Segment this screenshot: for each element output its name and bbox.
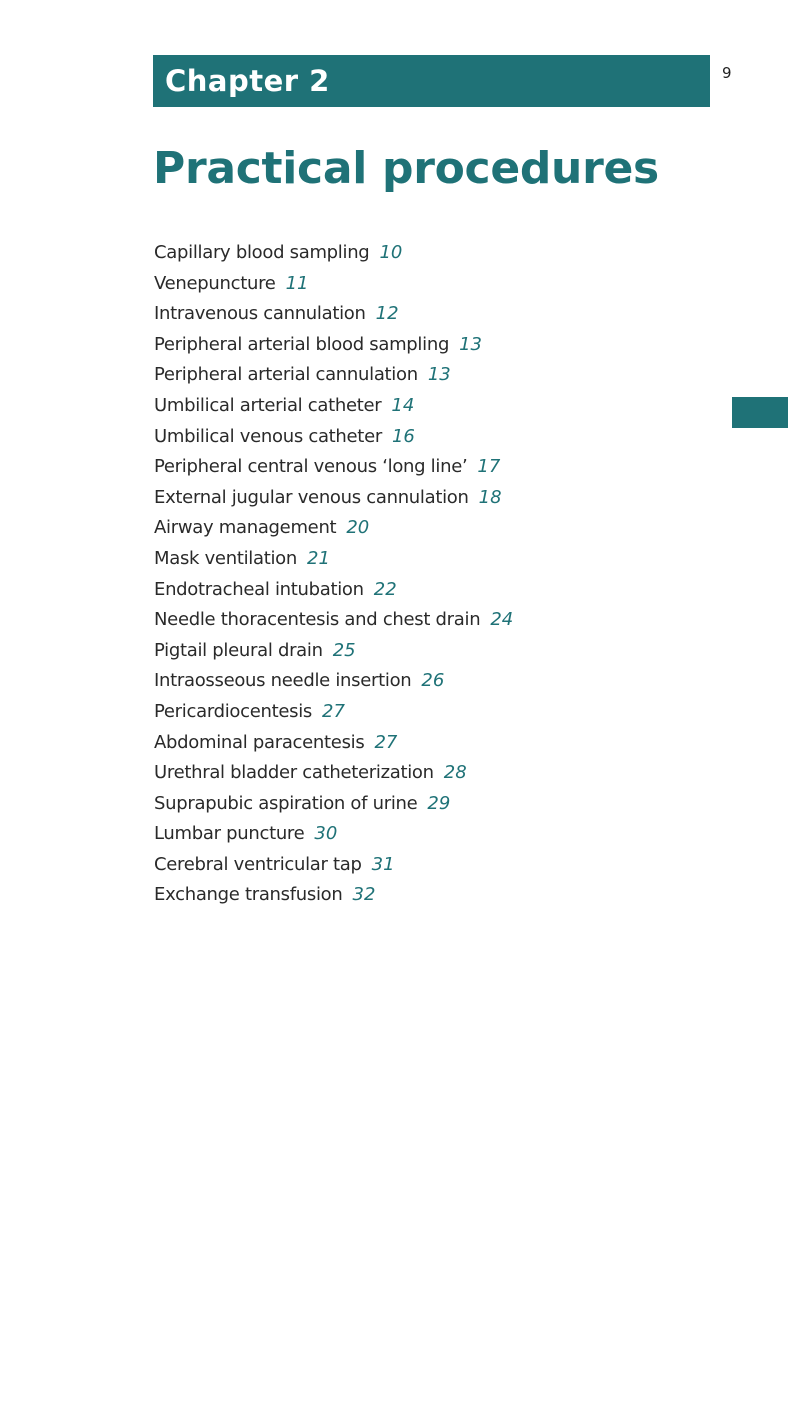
toc-item-page: 13 <box>427 364 451 386</box>
toc-item-page: 25 <box>332 639 356 661</box>
toc-item-title: Peripheral central venous ‘long line’ <box>154 456 468 478</box>
toc-item-page: 30 <box>314 823 338 845</box>
toc-item-title: Urethral bladder catheterization <box>154 762 434 784</box>
toc-item-title: Pericardiocentesis <box>154 700 313 722</box>
toc-item-page: 16 <box>391 425 415 447</box>
toc-item[interactable] <box>154 269 513 300</box>
toc-item-title: Exchange transfusion <box>154 884 343 906</box>
toc-item[interactable] <box>154 758 513 789</box>
toc-item-title: Umbilical arterial catheter <box>154 394 382 416</box>
toc-item-page: 17 <box>477 456 501 478</box>
toc-item-title: Airway management <box>154 517 337 539</box>
toc-item-page: 27 <box>322 700 345 722</box>
toc-item-page: 11 <box>285 272 309 294</box>
toc-item-page: 27 <box>374 731 398 753</box>
toc-item[interactable] <box>154 513 513 544</box>
toc-item-page: 20 <box>346 517 370 539</box>
toc-item-title: Needle thoracentesis and chest drain <box>154 609 481 631</box>
toc-item-page: 14 <box>391 394 415 416</box>
toc-item[interactable] <box>154 636 513 667</box>
toc-item[interactable] <box>154 850 513 881</box>
chapter-thumb-tab <box>732 397 788 428</box>
toc-item-page: 12 <box>375 303 399 325</box>
toc-item-page: 26 <box>421 670 445 692</box>
toc-item[interactable] <box>154 299 513 330</box>
toc-item-title: Pigtail pleural drain <box>154 639 323 661</box>
toc-item[interactable] <box>154 605 513 636</box>
toc-item[interactable] <box>154 360 513 391</box>
page-number: 9 <box>722 64 732 82</box>
toc-item-title: Umbilical venous catheter <box>154 425 382 447</box>
toc-item[interactable] <box>154 483 513 514</box>
toc-item[interactable] <box>154 544 513 575</box>
toc-item-page: 22 <box>373 578 397 600</box>
toc-item[interactable] <box>154 391 513 422</box>
toc-item[interactable] <box>154 880 513 911</box>
toc-item-title: External jugular venous cannulation <box>154 486 469 508</box>
toc-item-page: 32 <box>352 884 376 906</box>
toc-item-page: 28 <box>443 762 467 784</box>
toc-item-page: 29 <box>427 792 451 814</box>
toc-item-title: Cerebral ventricular tap <box>154 853 362 875</box>
toc-item[interactable] <box>154 330 513 361</box>
toc-item-title: Lumbar puncture <box>154 823 305 845</box>
toc-item-title: Intraosseous needle insertion <box>154 670 412 692</box>
chapter-header-bar <box>153 55 710 107</box>
chapter-label: Chapter 2 <box>165 63 330 98</box>
toc-item[interactable] <box>154 422 513 453</box>
toc-item-title: Abdominal paracentesis <box>154 731 365 753</box>
toc-item-page: 18 <box>478 486 502 508</box>
toc-item-title: Venepuncture <box>154 272 276 294</box>
toc-item-title: Endotracheal intubation <box>154 578 364 600</box>
toc-item-title: Intravenous cannulation <box>154 303 366 325</box>
toc-item[interactable] <box>154 819 513 850</box>
toc-item-page: 24 <box>490 609 514 631</box>
toc-item-title: Peripheral arterial blood sampling <box>154 333 450 355</box>
toc-item-title: Capillary blood sampling <box>154 242 370 263</box>
toc-item[interactable] <box>154 452 513 483</box>
toc-item-page: 10 <box>379 242 403 263</box>
toc-item-title: Mask ventilation <box>154 547 297 569</box>
toc-item-page: 13 <box>459 333 482 355</box>
toc-item[interactable] <box>154 728 513 759</box>
toc-item[interactable] <box>154 238 513 269</box>
toc-item[interactable] <box>154 666 513 697</box>
toc-item[interactable] <box>154 575 513 606</box>
toc-item[interactable] <box>154 697 513 728</box>
table-of-contents <box>154 238 513 911</box>
toc-item-title: Peripheral arterial cannulation <box>154 364 418 386</box>
toc-item-page: 21 <box>307 547 330 569</box>
page-title: Practical procedures <box>153 143 659 194</box>
toc-item-page: 31 <box>371 853 395 875</box>
toc-item-title: Suprapubic aspiration of urine <box>154 792 418 814</box>
toc-item[interactable] <box>154 789 513 820</box>
